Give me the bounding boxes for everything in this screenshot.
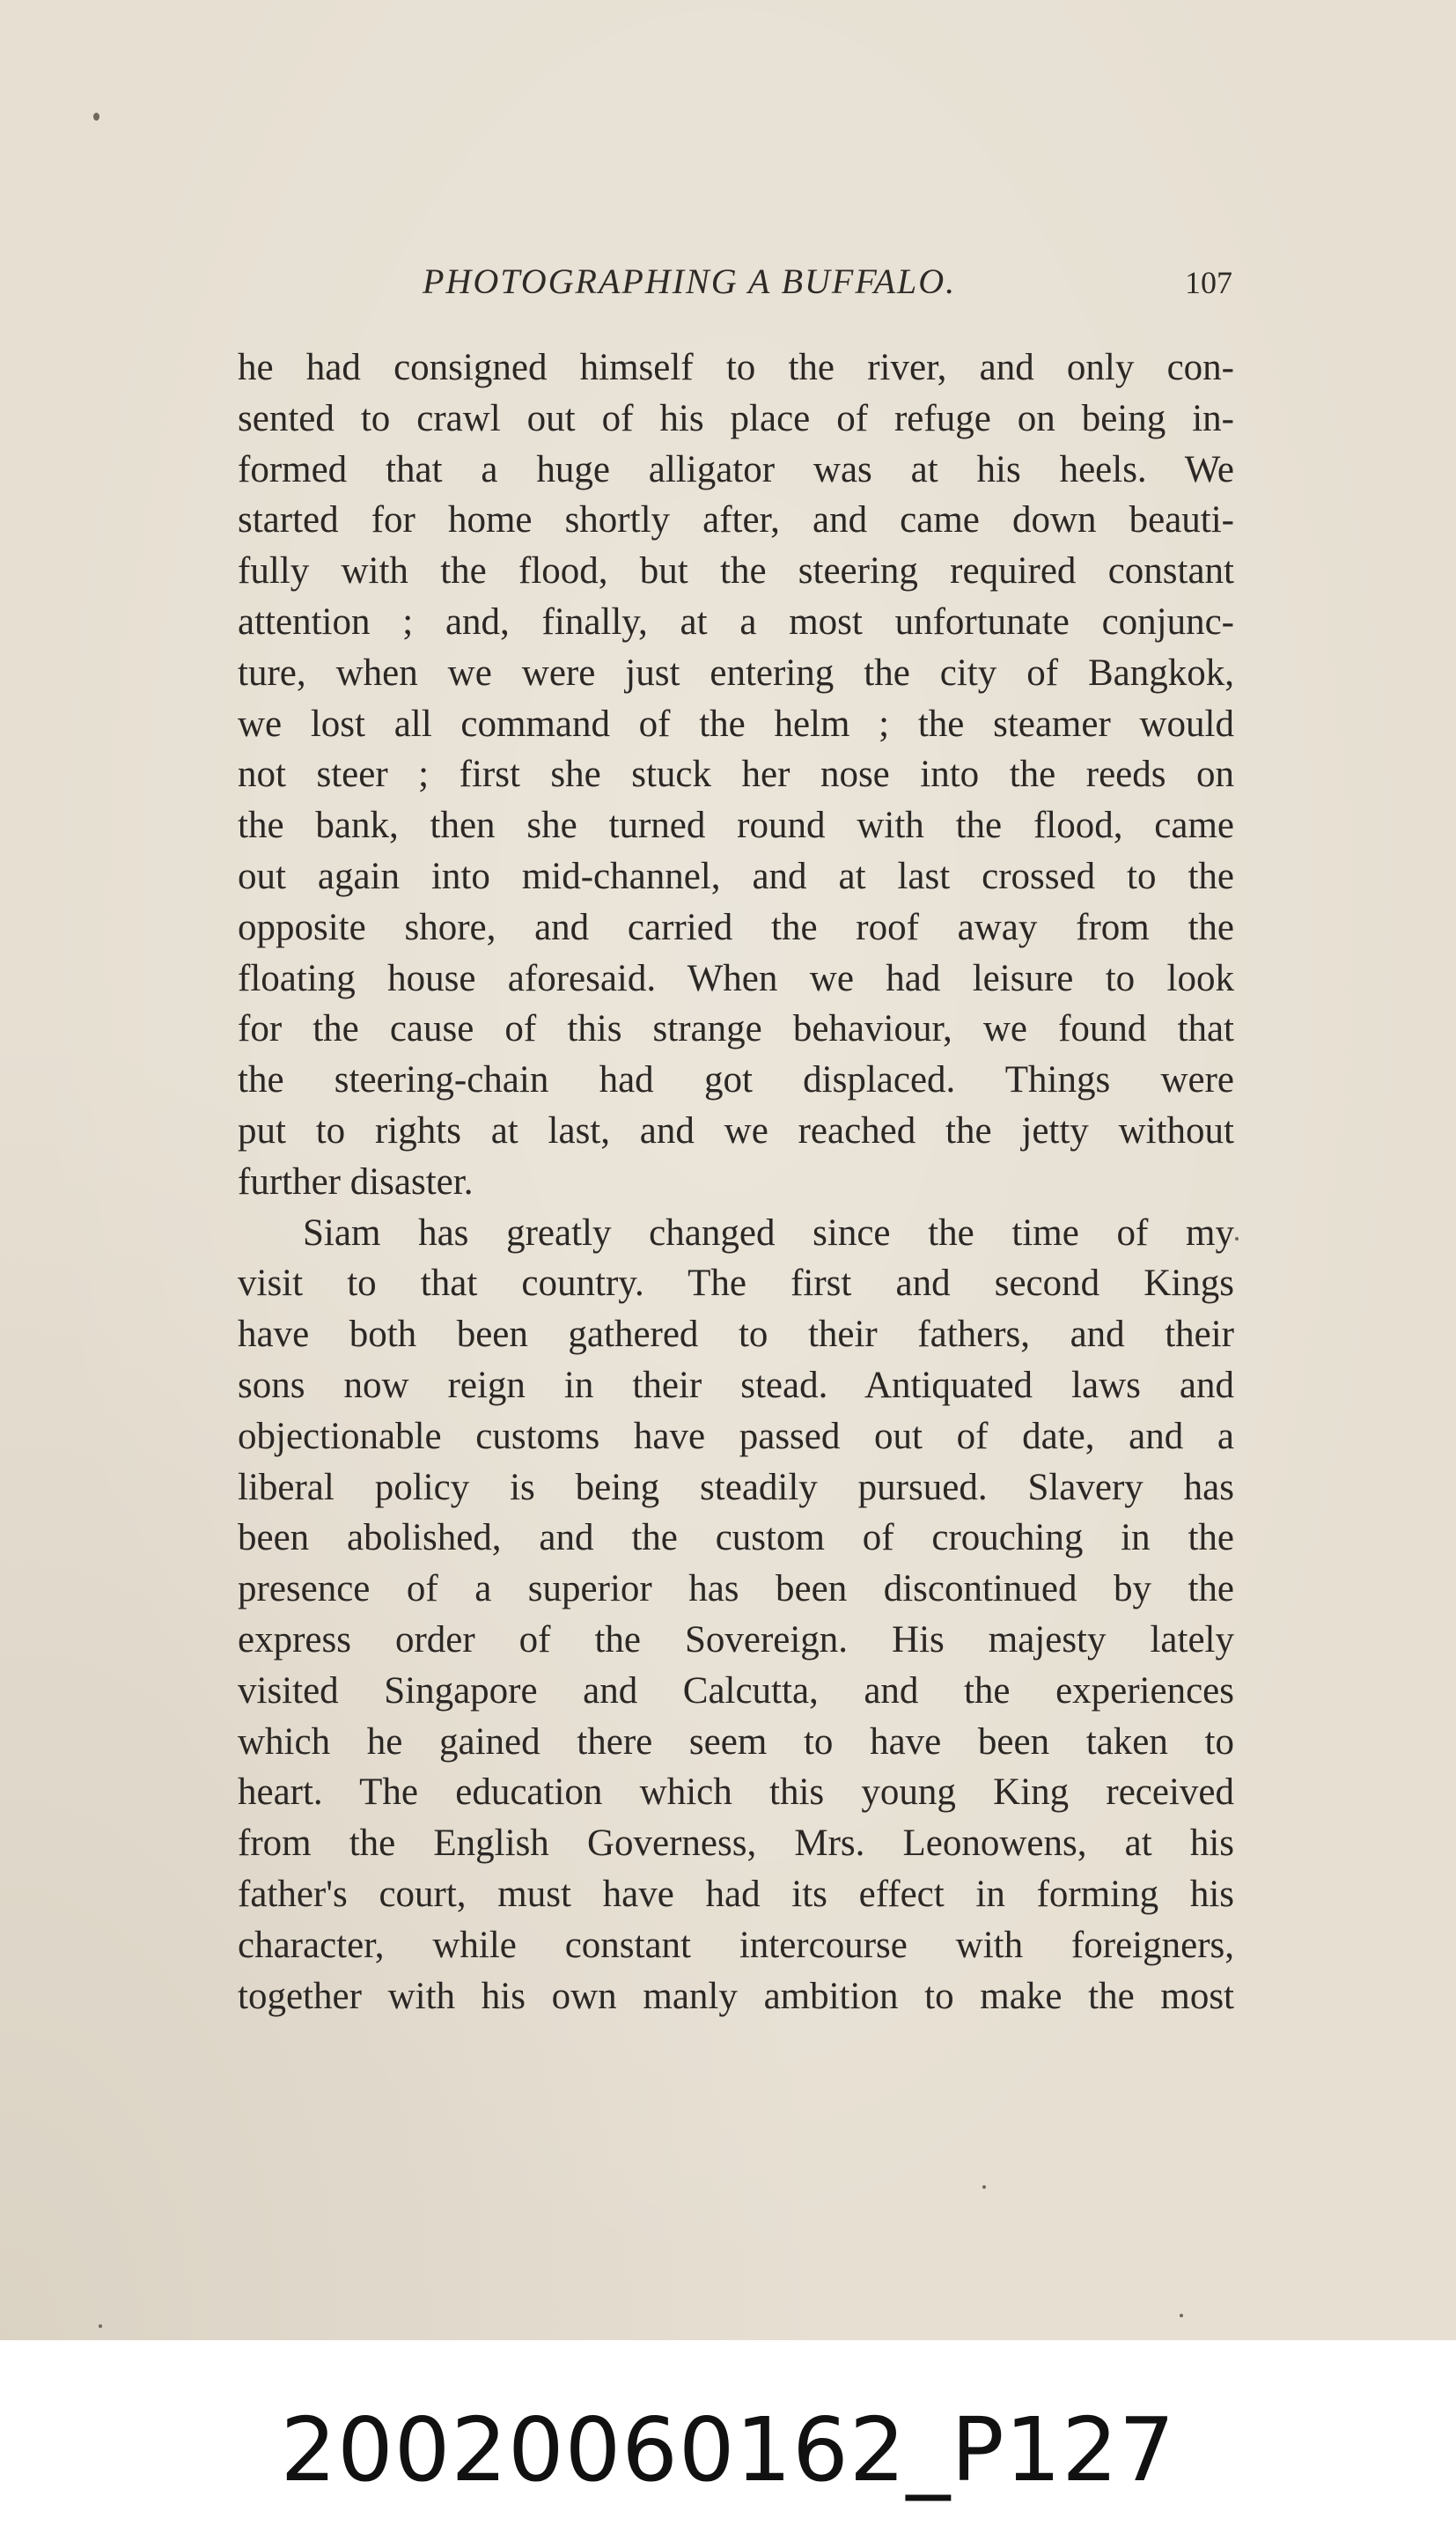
text-line: floating house aforesaid. When we had leisure to look [238, 957, 1234, 999]
scan-identifier: 20020060162_P127 [280, 2398, 1176, 2501]
text-line: which he gained there seem to have been taken to [238, 1720, 1234, 1763]
text-line: started for home shortly after, and came down beauti- [238, 499, 1234, 541]
text-line: formed that a huge alligator was at his heels. We [238, 448, 1234, 490]
ink-speck [982, 2185, 986, 2189]
text-line: not steer ; first she stuck her nose into the reeds on [238, 754, 1234, 796]
ink-speck [93, 113, 99, 121]
text-line: we lost all command of the helm ; the steamer would [238, 703, 1234, 745]
ink-speck [99, 2324, 102, 2328]
text-line: visit to that country. The first and second Kings [238, 1263, 1234, 1305]
text-line: character, while constant intercourse with foreigners, [238, 1924, 1234, 1966]
text-line: attention ; and, finally, at a most unfortunate conjunc- [238, 600, 1234, 643]
text-line: out again into mid-channel, and at last crossed to the [238, 855, 1234, 897]
text-line: father's court, must have had its effect in forming his [238, 1873, 1234, 1915]
text-line: have both been gathered to their fathers, and their [238, 1314, 1234, 1356]
text-line: together with his own manly ambition to make the most [238, 1975, 1234, 2017]
text-line: he had consigned himself to the river, and only con- [238, 347, 1234, 388]
caption-band [0, 2340, 1456, 2548]
text-line: presence of a superior has been discontinued by the [238, 1568, 1234, 1610]
text-line: sons now reign in their stead. Antiquated laws and [238, 1364, 1234, 1406]
page-number: 107 [1185, 265, 1232, 300]
ink-speck [1235, 1237, 1239, 1241]
text-line: express order of the Sovereign. His majesty lately [238, 1618, 1234, 1661]
text-line: put to rights at last, and we reached the jetty without [238, 1109, 1234, 1152]
text-line: from the English Governess, Mrs. Leonowens, at his [238, 1823, 1234, 1865]
text-line: opposite shore, and carried the roof away from the [238, 906, 1234, 948]
text-line: for the cause of this strange behaviour, we found that [238, 1008, 1234, 1050]
text-line: heart. The education which this young King received [238, 1771, 1234, 1814]
text-line: further disaster. [238, 1160, 474, 1203]
text-line: been abolished, and the custom of crouching in the [238, 1517, 1234, 1559]
text-line: visited Singapore and Calcutta, and the experiences [238, 1669, 1234, 1712]
paragraph-start-line: Siam has greatly changed since the time of my [303, 1211, 1234, 1254]
running-title: PHOTOGRAPHING A BUFFALO. [423, 261, 957, 301]
text-line: fully with the flood, but the steering required constant [238, 550, 1234, 593]
text-line: objectionable customs have passed out of date, and a [238, 1415, 1234, 1457]
text-line: ture, when we were just entering the city of Bangkok, [238, 652, 1234, 694]
text-line: liberal policy is being steadily pursued. Slavery has [238, 1466, 1234, 1508]
text-line: sented to crawl out of his place of refuge on being in- [238, 397, 1234, 439]
body-text [238, 342, 1234, 2021]
running-header [238, 257, 1232, 313]
ink-speck [1180, 2314, 1183, 2317]
text-line: the steering-chain had got displaced. Things were [238, 1059, 1234, 1101]
text-line: the bank, then she turned round with the flood, came [238, 805, 1234, 847]
